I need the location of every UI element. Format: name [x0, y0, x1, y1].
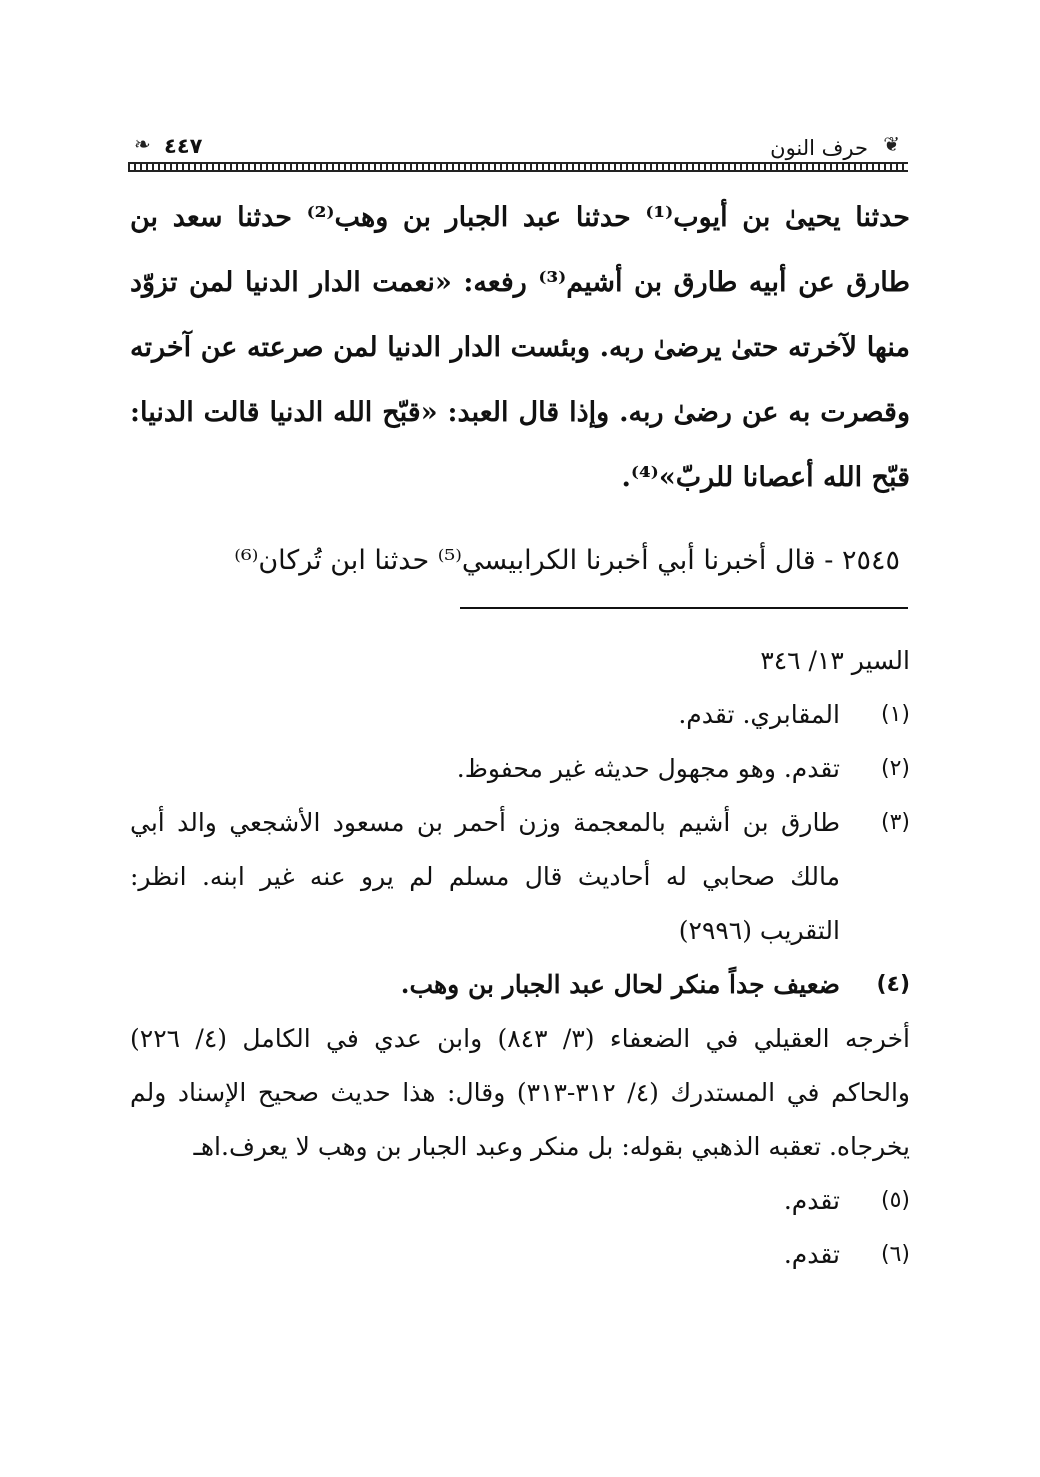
footnote-text: تقدم. [783, 1186, 840, 1215]
footnote-number: (١) [880, 702, 910, 727]
source-reference: السير ١٣/ ٣٤٦ [760, 646, 910, 675]
page-header [128, 128, 908, 172]
footnote-3 [130, 796, 910, 958]
footnote-number: (٢) [880, 756, 910, 781]
footnote-number: (٣) [880, 810, 910, 835]
footnote-text: تقدم. وهو مجهول حديثه غير محفوظ. [456, 754, 840, 783]
header-rule [128, 162, 908, 172]
footnote-separator [460, 607, 908, 609]
chapter-title: حرف النون [770, 136, 868, 160]
footnote-text: تقدم. [783, 1240, 840, 1269]
footnote-2 [130, 742, 910, 796]
page-number: ٤٤٧ [164, 134, 203, 158]
footnote-number: (٥) [880, 1188, 910, 1213]
footnote-4-continuation: أخرجه العقيلي في الضعفاء (٣/ ٨٤٣) وابن عدي في الكامل (٤/ ٢٢٦) والحاكم في المستدرك (٤/ ٣١٢-٣١٣) وقال: هذا حديث صحيح الإسناد ولم يخرجاه. تعقبه الذهبي بقوله: بل منكر وعبد الجبار بن وهب لا يعرف.اهـ [130, 1024, 910, 1161]
hadith-entry: ٢٥٤٥ - قال أخبرنا أبي أخبرنا الكرابيسي⁽⁵⁾ حدثنا ابن تُركان⁽⁶⁾ [234, 545, 900, 576]
ornament-left-icon: ❧ [134, 132, 151, 156]
footnotes [130, 634, 910, 1282]
footnote-number: (٤) [876, 972, 910, 997]
ornament-right-icon: ❦ [883, 132, 900, 156]
footnote-5 [130, 1174, 910, 1228]
footnote-text: ضعيف جداً منكر لحال عبد الجبار بن وهب. [400, 970, 840, 999]
main-text [130, 185, 910, 510]
footnote-6 [130, 1228, 910, 1282]
hadith-paragraph: حدثنا يحيىٰ بن أيوب⁽¹⁾ حدثنا عبد الجبار بن وهب⁽²⁾ حدثنا سعد بن طارق عن أبيه طارق بن أشيم⁽³⁾ رفعه: «نعمت الدار الدنيا لمن تزوّد منها لآخرته حتىٰ يرضىٰ ربه. وبئست الدار الدنيا لمن صرعته عن آخرته وقصرت به عن رضىٰ ربه. وإذا قال العبد: «قبّح الله الدنيا قالت الدنيا: قبّح الله أعصانا للربّ»⁽⁴⁾. [130, 202, 911, 493]
footnote-text: المقابري. تقدم. [678, 700, 840, 729]
footnote-1 [130, 688, 910, 742]
footnote-number: (٦) [880, 1242, 910, 1267]
footnote-text: طارق بن أشيم بالمعجمة وزن أحمر بن مسعود الأشجعي والد أبي مالك صحابي له أحاديث قال مسلم لم يرو عنه غير ابنه. انظر: التقريب (٢٩٩٦) [130, 808, 840, 945]
footnote-4 [130, 958, 910, 1012]
